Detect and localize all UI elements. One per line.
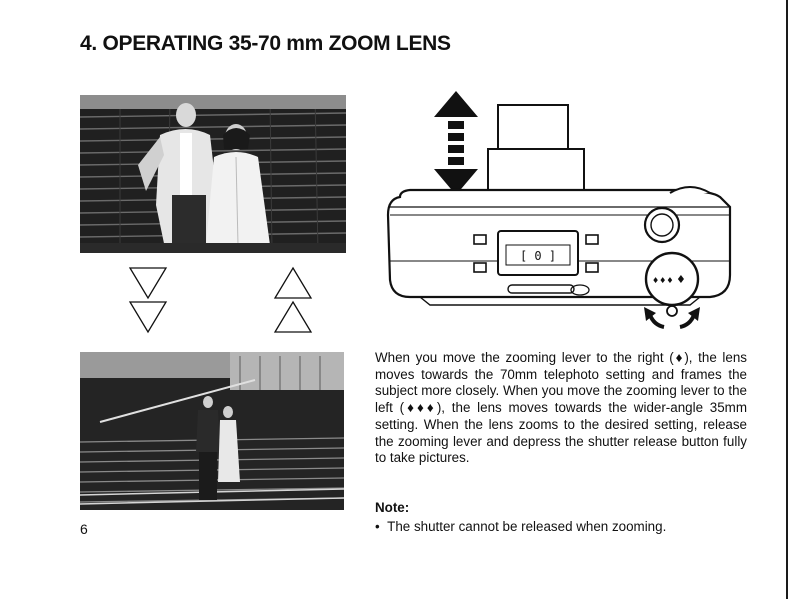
zoom-arrow-icon [434,91,478,195]
note-item [375,519,666,534]
note-heading: Note: [375,500,410,515]
tele-symbol: ♦ [676,273,686,286]
instruction-paragraph: When you move the zooming lever to the right (♦), the lens moves towards the 70mm telephoto setting and frames the subject more closely. When you move the zooming lever to the left (♦♦♦), the lens moves towards the wider-angle 35mm setting. When the lens zooms to the desired setting, release the zooming lever and depress the shutter release button fully to take pictures. [375,350,747,466]
page-title: 4. OPERATING 35-70 mm ZOOM LENS [80,32,451,55]
wide-angle-photo [80,352,344,510]
triangle-down-outline-icon [126,264,170,336]
lcd-readout: [ 0 ] [519,249,557,263]
telephoto-photo [80,95,346,253]
note-text: The shutter cannot be released when zooming. [387,519,667,534]
wide-symbol: ♦♦♦ [652,276,674,285]
page-number: 6 [80,521,88,537]
page-edge-line [786,0,788,599]
camera-diagram [380,85,740,347]
triangle-up-outline-icon [271,264,315,336]
zoom-lever [646,253,698,316]
note-bullet: • [375,519,380,534]
